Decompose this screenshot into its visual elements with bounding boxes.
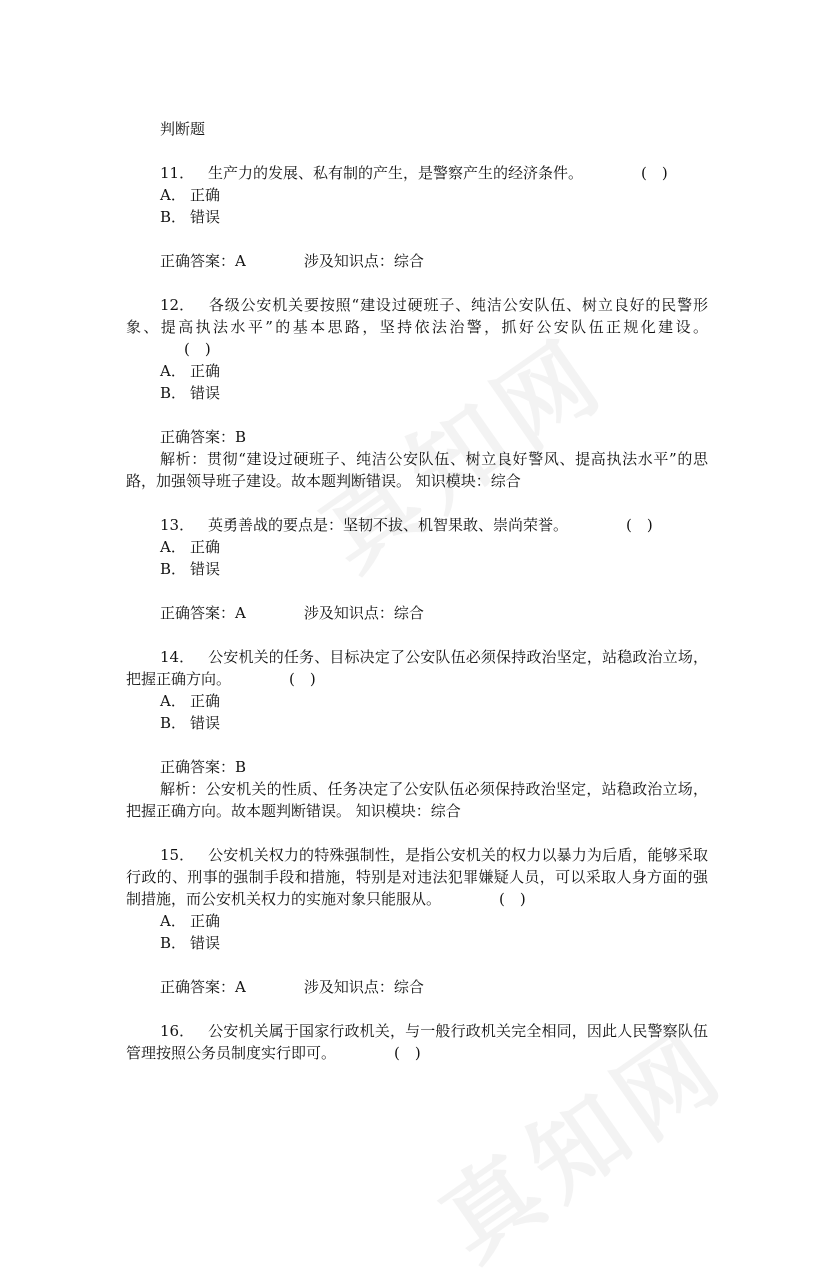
option-b xyxy=(126,206,708,228)
knowledge-point-value: 综合 xyxy=(393,978,424,996)
answer-paren: ( ) xyxy=(626,516,653,534)
question-text xyxy=(126,1020,708,1064)
analysis-body: 贯彻“建设过硬班子、纯洁公安队伍、树立良好警风、提高执法水平”的思路，加强领导班子建设。故本题判断错误。 知识模块：综合 xyxy=(126,450,708,490)
correct-answer xyxy=(126,250,708,272)
option-b xyxy=(126,932,708,954)
option-letter: A． xyxy=(160,912,186,930)
question-number: 11． xyxy=(160,164,195,182)
answer-block xyxy=(126,602,708,624)
option-letter: B． xyxy=(160,384,187,402)
question-text xyxy=(126,646,708,690)
option-a xyxy=(126,536,708,558)
option-text: 正确 xyxy=(190,362,221,380)
question-list xyxy=(126,162,708,1064)
answer-label: 正确答案： xyxy=(160,428,236,446)
option-text: 错误 xyxy=(190,934,221,952)
question-item xyxy=(126,844,708,998)
question-text xyxy=(126,514,708,536)
analysis-text xyxy=(126,778,708,822)
option-text: 错误 xyxy=(190,384,221,402)
correct-answer xyxy=(126,756,708,778)
option-letter: B． xyxy=(160,714,187,732)
answer-paren: ( ) xyxy=(394,1044,421,1062)
answer-paren: ( ) xyxy=(499,890,526,908)
question-body: 公安机关的任务、目标决定了公安队伍必须保持政治坚定，站稳政治立场，把握正确方向。 xyxy=(126,648,708,688)
option-letter: A． xyxy=(160,538,186,556)
option-text: 错误 xyxy=(190,208,221,226)
analysis-label: 解析： xyxy=(160,450,207,468)
answer-value: A xyxy=(235,604,246,622)
knowledge-point xyxy=(304,250,424,272)
question-number: 13． xyxy=(160,516,195,534)
knowledge-point xyxy=(304,976,424,998)
option-text: 正确 xyxy=(190,538,221,556)
answer-value: B xyxy=(235,428,247,446)
knowledge-point-value: 综合 xyxy=(393,252,424,270)
knowledge-point-value: 综合 xyxy=(393,604,424,622)
option-letter: B． xyxy=(160,208,187,226)
answer-value: B xyxy=(235,758,247,776)
answer-label: 正确答案： xyxy=(160,604,236,622)
answer-label: 正确答案： xyxy=(160,758,236,776)
knowledge-point xyxy=(304,602,424,624)
question-number: 15． xyxy=(160,846,195,864)
answer-label: 正确答案： xyxy=(160,978,236,996)
option-a xyxy=(126,690,708,712)
answer-value: A xyxy=(235,978,246,996)
option-text: 正确 xyxy=(190,186,221,204)
question-body: 英勇善战的要点是：坚韧不拔、机智果敢、崇尚荣誉。 xyxy=(208,516,569,534)
question-number: 12． xyxy=(160,296,195,314)
option-a xyxy=(126,910,708,932)
question-item xyxy=(126,1020,708,1064)
correct-answer xyxy=(126,426,708,448)
question-text xyxy=(126,844,708,910)
option-text: 错误 xyxy=(190,560,221,578)
question-text xyxy=(126,162,708,184)
option-a xyxy=(126,360,708,382)
option-letter: A． xyxy=(160,362,186,380)
option-b xyxy=(126,712,708,734)
answer-paren: ( ) xyxy=(641,164,668,182)
question-text xyxy=(126,294,708,360)
analysis-label: 解析： xyxy=(160,780,206,798)
analysis-body: 公安机关的性质、任务决定了公安队伍必须保持政治坚定，站稳政治立场，把握正确方向。故本题判断错误。 知识模块：综合 xyxy=(126,780,708,820)
option-b xyxy=(126,382,708,404)
question-number: 14． xyxy=(160,648,195,666)
question-body: 各级公安机关要按照“建设过硬班子、纯洁公安队伍、树立良好的民警形象、提高执法水平”的基本思路，坚持依法治警，抓好公安队伍正规化建设。 xyxy=(126,296,708,336)
question-item xyxy=(126,514,708,624)
option-a xyxy=(126,184,708,206)
analysis-text xyxy=(126,448,708,492)
question-number: 16． xyxy=(160,1022,195,1040)
document-page xyxy=(126,118,708,1086)
question-body: 公安机关权力的特殊强制性，是指公安机关的权力以暴力为后盾，能够采取行政的、刑事的强制手段和措施，特别是对违法犯罪嫌疑人员，可以采取人身方面的强制措施，而公安机关权力的实施对象只能服从。 xyxy=(126,846,708,908)
correct-answer xyxy=(126,976,708,998)
answer-block xyxy=(126,250,708,272)
answer-paren: ( ) xyxy=(184,340,211,358)
option-letter: A． xyxy=(160,692,186,710)
answer-block xyxy=(126,976,708,998)
option-letter: A． xyxy=(160,186,186,204)
question-item xyxy=(126,162,708,272)
knowledge-point-label: 涉及知识点： xyxy=(303,252,394,270)
correct-answer xyxy=(126,602,708,624)
option-letter: B． xyxy=(160,560,187,578)
knowledge-point-label: 涉及知识点： xyxy=(303,604,394,622)
option-text: 错误 xyxy=(190,714,221,732)
answer-value: A xyxy=(235,252,246,270)
option-text: 正确 xyxy=(190,692,221,710)
answer-label: 正确答案： xyxy=(160,252,236,270)
option-text: 正确 xyxy=(190,912,221,930)
knowledge-point-label: 涉及知识点： xyxy=(303,978,394,996)
option-b xyxy=(126,558,708,580)
question-body: 生产力的发展、私有制的产生，是警察产生的经济条件。 xyxy=(208,164,584,182)
answer-block xyxy=(126,426,708,492)
question-body: 公安机关属于国家行政机关，与一般行政机关完全相同，因此人民警察队伍管理按照公务员制度实行即可。 xyxy=(126,1022,708,1062)
answer-paren: ( ) xyxy=(289,670,316,688)
option-letter: B． xyxy=(160,934,187,952)
question-item xyxy=(126,646,708,822)
section-title: 判断题 xyxy=(160,120,206,138)
question-item xyxy=(126,294,708,492)
answer-block xyxy=(126,756,708,822)
